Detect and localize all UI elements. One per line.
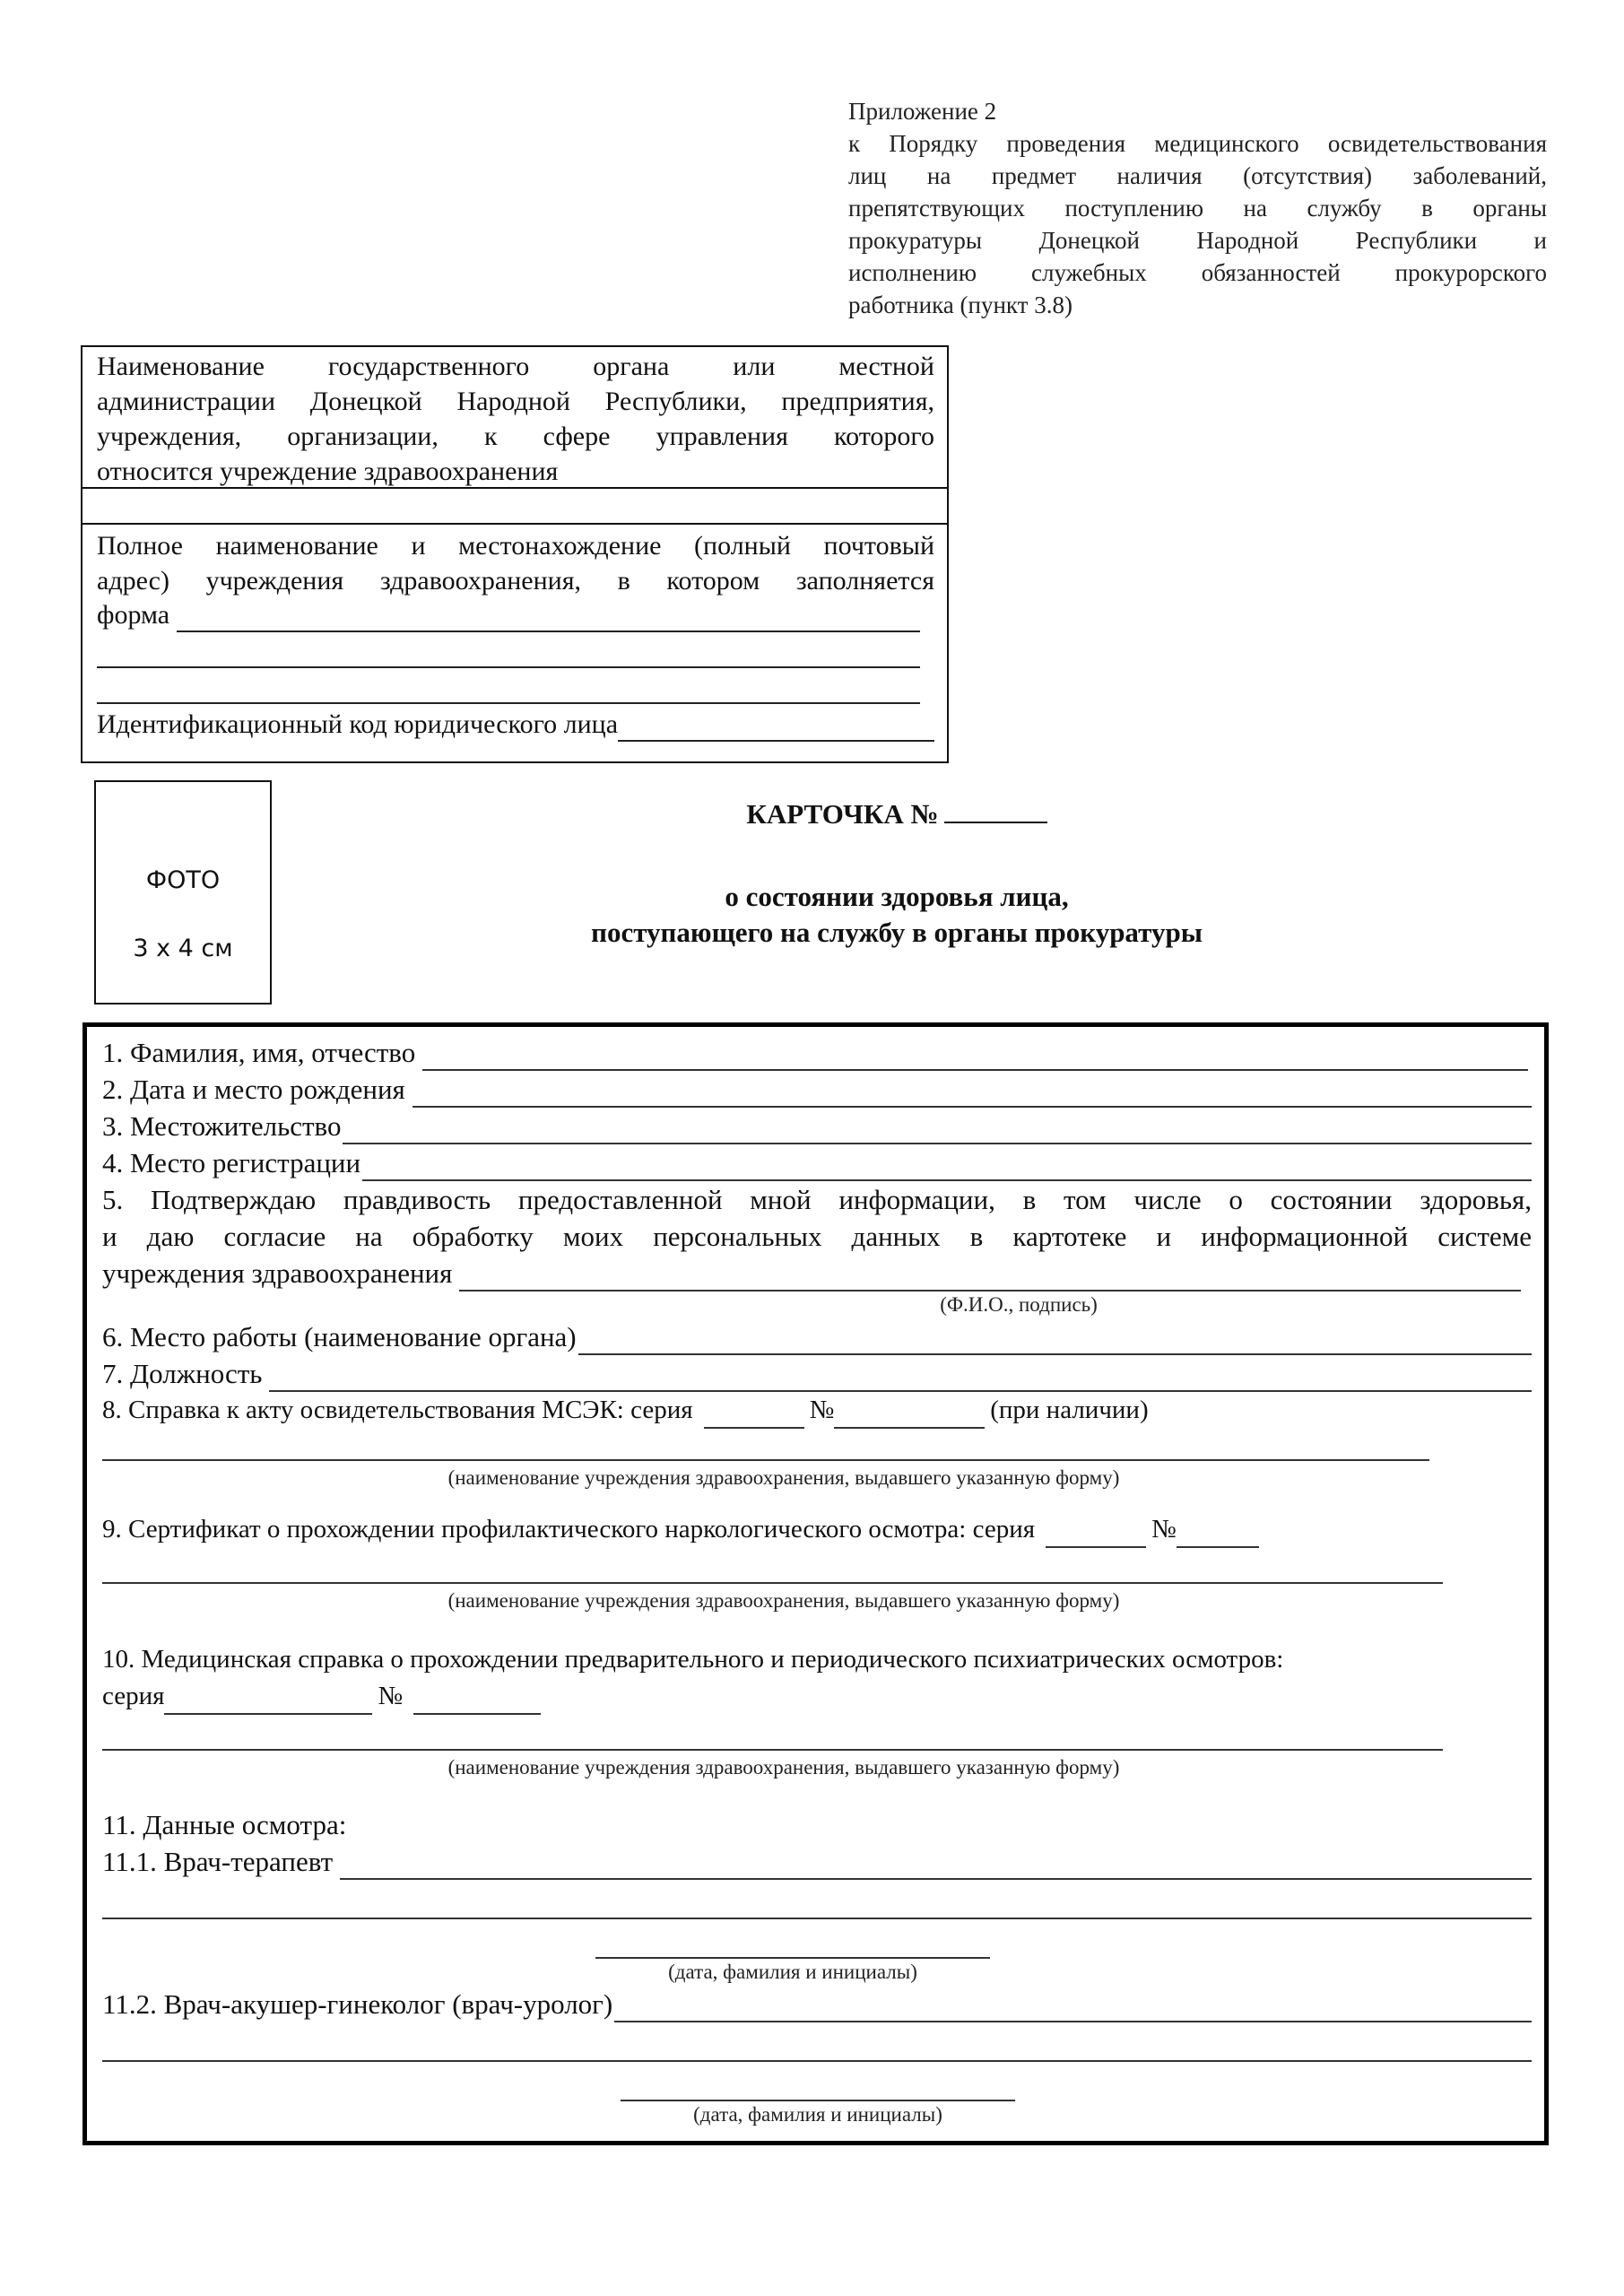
gynecologist-input[interactable] bbox=[614, 1994, 1532, 2022]
workplace-input[interactable] bbox=[578, 1326, 1532, 1355]
consent-signature-input[interactable] bbox=[459, 1263, 1521, 1292]
appendix-header bbox=[848, 95, 1547, 321]
exam-data-label: 11. Данные осмотра: bbox=[102, 1809, 347, 1840]
legal-code-input[interactable] bbox=[618, 715, 934, 742]
governing-body-label-line: учреждения, организации, к сфере управления которого bbox=[97, 422, 934, 451]
field-workplace bbox=[102, 1318, 1532, 1355]
therapist-label: 11.1. Врач-терапевт bbox=[102, 1846, 334, 1877]
psychiatric-label: 10. Медицинская справка о прохождении предварительного и периодического психиатрических осмотров: bbox=[102, 1645, 1284, 1674]
institution-address-input-line-3[interactable] bbox=[97, 668, 920, 704]
msek-number-input[interactable] bbox=[834, 1400, 985, 1429]
psychiatric-number-sign: № bbox=[378, 1682, 404, 1710]
legal-code-label: Идентификационный код юридического лица bbox=[97, 709, 619, 739]
narcology-institution-caption: (наименование учреждения здравоохранения, выдавшего указанную форму) bbox=[447, 1589, 1120, 1612]
organization-info-box bbox=[81, 345, 949, 763]
field-msek bbox=[102, 1392, 1532, 1429]
health-card-form bbox=[83, 1022, 1549, 2145]
appendix-line: к Порядку проведения медицинского освидетельствования bbox=[848, 130, 1547, 157]
governing-body-label-line: Наименование государственного органа или местной bbox=[97, 352, 934, 381]
appendix-line: работника (пункт 3.8) bbox=[848, 291, 1073, 318]
birth-label: 2. Дата и место рождения bbox=[102, 1074, 405, 1105]
institution-label-line: Полное наименование и местонахождение (полный почтовый bbox=[97, 531, 934, 561]
field-psychiatric-certificate bbox=[102, 1678, 1532, 1715]
governing-body-row bbox=[83, 347, 947, 489]
institution-address-input[interactable] bbox=[177, 605, 920, 632]
field-residence bbox=[102, 1108, 1532, 1144]
appendix-line: исполнению служебных обязанностей прокурорского bbox=[848, 259, 1547, 286]
full-name-label: 1. Фамилия, имя, отчество bbox=[102, 1037, 416, 1068]
msek-institution-caption: (наименование учреждения здравоохранения, выдавшего указанную форму) bbox=[447, 1466, 1120, 1489]
appendix-line: прокуратуры Донецкой Народной Республики и bbox=[848, 227, 1547, 254]
narcology-institution-input[interactable] bbox=[102, 1580, 1443, 1584]
governing-body-label-line: администрации Донецкой Народной Республики, предприятия, bbox=[97, 387, 934, 416]
card-subtitle-line-1: о состоянии здоровья лица, bbox=[725, 881, 1069, 912]
appendix-line: лиц на предмет наличия (отсутствия) заболеваний, bbox=[848, 162, 1547, 189]
therapist-input[interactable] bbox=[340, 1851, 1532, 1880]
field-position bbox=[102, 1355, 1532, 1392]
msek-label: 8. Справка к акту освидетельствования МСЭК: серия bbox=[102, 1396, 693, 1424]
governing-body-label-line: относится учреждение здравоохранения bbox=[97, 457, 559, 486]
field-full-name bbox=[102, 1034, 1532, 1071]
gynecologist-date-caption: (дата, фамилия и инициалы) bbox=[693, 2103, 942, 2126]
photo-label: ФОТО bbox=[145, 866, 221, 894]
residence-input[interactable] bbox=[343, 1116, 1532, 1144]
card-title bbox=[502, 798, 1291, 831]
full-name-input[interactable] bbox=[422, 1042, 1528, 1071]
msek-series-input[interactable] bbox=[704, 1400, 804, 1429]
birth-input[interactable] bbox=[413, 1079, 1532, 1108]
institution-label-line: адрес) учреждения здравоохранения, в котором заполняется bbox=[97, 566, 934, 596]
photo-size: 3 x 4 см bbox=[133, 935, 233, 962]
gynecologist-label: 11.2. Врач-акушер-гинеколог (врач-уролог) bbox=[102, 1988, 613, 2020]
workplace-label: 6. Место работы (наименование органа) bbox=[102, 1321, 577, 1352]
form-label: форма bbox=[97, 600, 170, 630]
field-therapist bbox=[102, 1843, 1532, 1880]
psychiatric-series-input[interactable] bbox=[164, 1686, 372, 1715]
institution-address-row bbox=[83, 525, 947, 742]
position-label: 7. Должность bbox=[102, 1358, 263, 1389]
therapist-date-caption: (дата, фамилия и инициалы) bbox=[668, 1961, 917, 1983]
narcology-series-input[interactable] bbox=[1046, 1519, 1146, 1548]
field-narcology-certificate bbox=[102, 1511, 1532, 1548]
msek-number-sign: № bbox=[809, 1396, 835, 1424]
exam-data-heading bbox=[102, 1806, 1532, 1843]
consent-text-line: 5. Подтверждаю правдивость предоставленной мной информации, в том числе о состоянии здоровья, bbox=[102, 1184, 1532, 1215]
signature-caption: (Ф.И.О., подпись) bbox=[940, 1293, 1098, 1316]
card-number-input[interactable] bbox=[944, 798, 1047, 823]
consent-label: учреждения здравоохранения bbox=[102, 1257, 453, 1289]
psychiatric-series-label: серия bbox=[102, 1682, 165, 1710]
card-title-text: КАРТОЧКА № bbox=[746, 798, 939, 830]
field-consent-signature bbox=[102, 1255, 1532, 1292]
registration-input[interactable] bbox=[362, 1152, 1532, 1181]
psychiatric-institution-input[interactable] bbox=[102, 1747, 1443, 1751]
narcology-number-sign: № bbox=[1151, 1515, 1177, 1544]
photo-placeholder bbox=[94, 780, 272, 1004]
appendix-title: Приложение 2 bbox=[848, 98, 997, 125]
card-subtitle bbox=[484, 879, 1309, 951]
msek-institution-input[interactable] bbox=[102, 1457, 1429, 1461]
appendix-line: препятствующих поступлению на службу в органы bbox=[848, 195, 1547, 222]
card-subtitle-line-2: поступающего на службу в органы прокуратуры bbox=[591, 917, 1203, 948]
residence-label: 3. Местожительство bbox=[102, 1110, 342, 1142]
psychiatric-institution-caption: (наименование учреждения здравоохранения, выдавшего указанную форму) bbox=[447, 1756, 1120, 1779]
field-birth bbox=[102, 1071, 1532, 1108]
consent-text-line: и даю согласие на обработку моих персональных данных в картотеке и информационной системе bbox=[102, 1221, 1532, 1252]
registration-label: 4. Место регистрации bbox=[102, 1147, 361, 1178]
msek-suffix: (при наличии) bbox=[990, 1396, 1149, 1424]
psychiatric-certificate-label-row bbox=[102, 1641, 1532, 1678]
institution-address-input-line-2[interactable] bbox=[97, 632, 920, 668]
narcology-label: 9. Сертификат о прохождении профилактического наркологического осмотра: серия bbox=[102, 1515, 1036, 1544]
psychiatric-number-input[interactable] bbox=[413, 1686, 541, 1715]
narcology-number-input[interactable] bbox=[1177, 1519, 1259, 1548]
field-registration bbox=[102, 1144, 1532, 1181]
governing-body-input[interactable] bbox=[83, 489, 947, 525]
position-input[interactable] bbox=[269, 1363, 1532, 1392]
field-gynecologist bbox=[102, 1986, 1532, 2022]
